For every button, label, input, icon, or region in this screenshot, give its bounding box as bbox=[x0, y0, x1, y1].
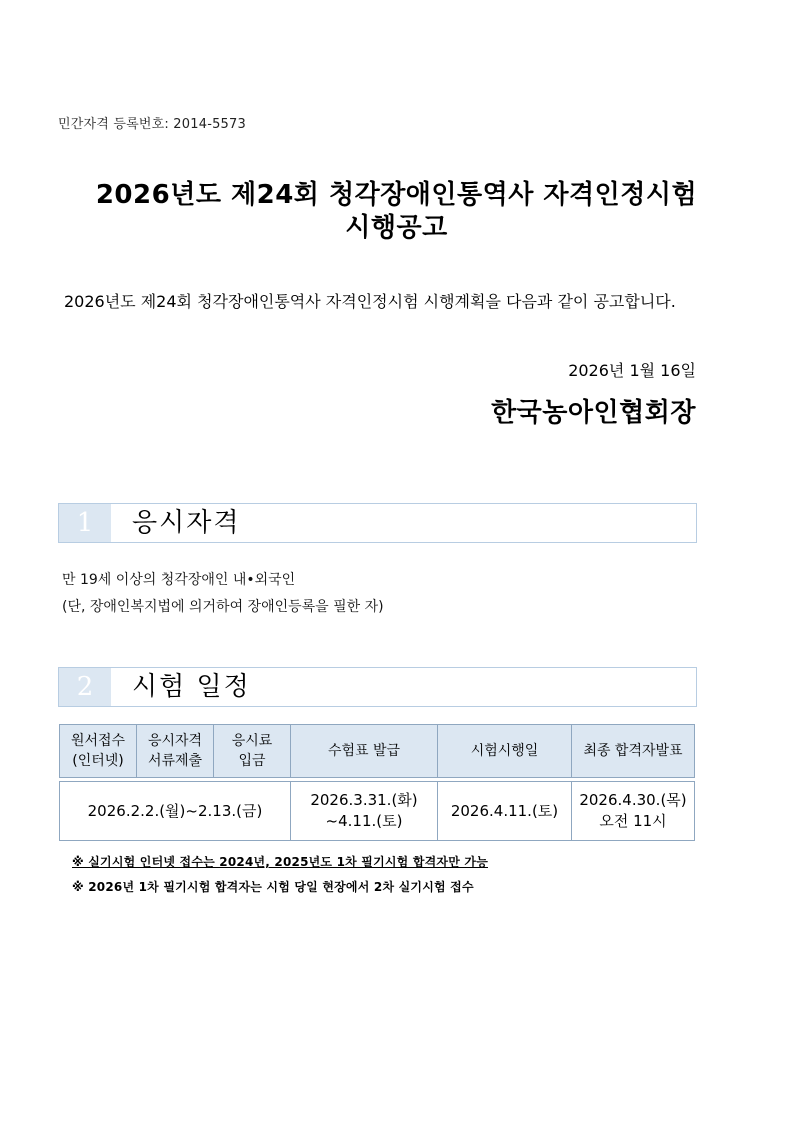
header-cell: 최종 합격자발표 bbox=[572, 725, 695, 778]
announcement-cell: 2026.4.30.(목) 오전 11시 bbox=[572, 782, 695, 841]
organization-name: 한국농아인협회장 bbox=[491, 398, 696, 428]
schedule-table bbox=[59, 724, 695, 841]
eligibility-line: 만 19세 이상의 청각장애인 내•외국인 bbox=[62, 572, 296, 588]
note-practical-exam: ※ 실기시험 인터넷 접수는 2024년, 2025년도 1차 필기시험 합격자만 가능 bbox=[72, 855, 488, 869]
intro-paragraph: 2026년도 제24회 청각장애인통역사 자격인정시험 시행계획을 다음과 같이 공고합니다. bbox=[64, 292, 676, 311]
table-header-row bbox=[60, 725, 695, 778]
application-period-cell: 2026.2.2.(월)~2.13.(금) bbox=[60, 782, 291, 841]
section-heading-schedule bbox=[58, 667, 697, 707]
note-onsite-registration: ※ 2026년 1차 필기시험 합격자는 시험 당일 현장에서 2차 실기시험 접수 bbox=[72, 880, 474, 894]
section-title: 시험 일정 bbox=[132, 672, 251, 702]
exam-date-cell: 2026.4.11.(토) bbox=[438, 782, 572, 841]
header-cell: 시험시행일 bbox=[438, 725, 572, 778]
header-cell: 응시료 입금 bbox=[214, 725, 291, 778]
section-number: 1 bbox=[59, 504, 111, 542]
section-heading-eligibility bbox=[58, 503, 697, 543]
registration-number: 민간자격 등록번호: 2014-5573 bbox=[58, 117, 246, 132]
header-cell: 응시자격 서류제출 bbox=[137, 725, 214, 778]
section-number: 2 bbox=[59, 668, 111, 706]
page-title-line2: 시행공고 bbox=[345, 213, 448, 243]
header-cell: 수험표 발급 bbox=[291, 725, 438, 778]
eligibility-note: (단, 장애인복지법에 의거하여 장애인등록을 필한 자) bbox=[62, 599, 384, 615]
announcement-date: 2026년 1월 16일 bbox=[568, 361, 696, 380]
header-cell: 원서접수 (인터넷) bbox=[60, 725, 137, 778]
ticket-issue-cell: 2026.3.31.(화) ~4.11.(토) bbox=[291, 782, 438, 841]
section-title: 응시자격 bbox=[132, 508, 241, 538]
page-title-line1: 2026년도 제24회 청각장애인통역사 자격인정시험 bbox=[95, 180, 698, 210]
table-row bbox=[60, 782, 695, 841]
